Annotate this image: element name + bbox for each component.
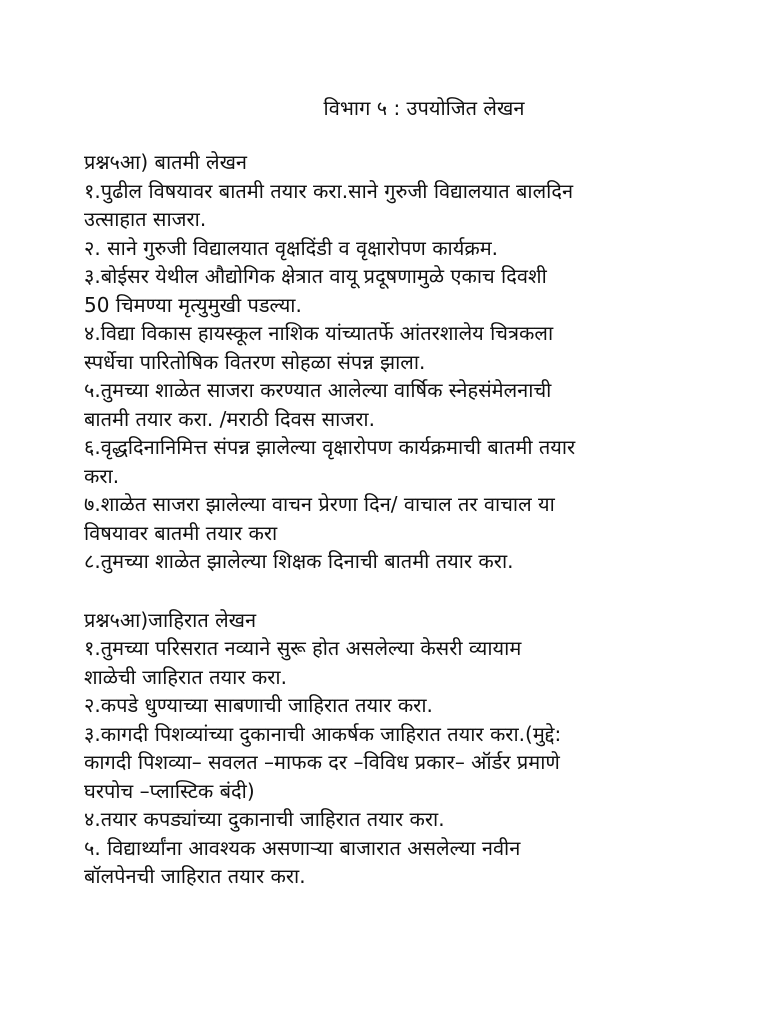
section-news-writing xyxy=(84,148,694,576)
text-line: ५.तुमच्या शाळेत साजरा करण्यात आलेल्या वार्षिक स्नेहसंमेलनाची xyxy=(84,378,552,402)
text-line: ४.विद्या विकास हायस्कूल नाशिक यांच्यातर्फे आंतरशालेय चित्रकला xyxy=(84,321,554,345)
text-line: घरपोच –प्लास्टिक बंदी) xyxy=(84,778,255,803)
text-line: कागदी पिशव्या– सवलत –माफक दर –विविध प्रकार– ऑर्डर प्रमाणे xyxy=(84,750,560,774)
text-line: ७.शाळेत साजरा झालेल्या वाचन प्रेरणा दिन/ वाचाल तर वाचाल या xyxy=(84,492,555,516)
section-heading: प्रश्न५आ) बातमी लेखन xyxy=(84,150,248,174)
text-line: १.पुढील विषयावर बातमी तयार करा.साने गुरुजी विद्यालयात बालदिन xyxy=(84,178,574,203)
text-line: बॉलपेनची जाहिरात तयार करा. xyxy=(84,864,306,888)
text-line: ३.बोईसर येथील औद्योगिक क्षेत्रात वायू प्रदूषणामुळे एकाच दिवशी xyxy=(84,264,547,288)
text-line: ८.तुमच्या शाळेत झालेल्या शिक्षक दिनाची बातमी तयार करा. xyxy=(84,549,514,573)
text-line: १.तुमच्या परिसरात नव्याने सुरू होत असलेल्या केसरी व्यायाम xyxy=(84,636,522,660)
text-line: शाळेची जाहिरात तयार करा. xyxy=(84,664,287,689)
text-line: ३.कागदी पिशव्यांच्या दुकानाची आकर्षक जाहिरात तयार करा.(मुद्दे: xyxy=(84,721,562,746)
text-line: २. साने गुरुजी विद्यालयात वृक्षदिंडी व वृक्षारोपण कार्यक्रम. xyxy=(84,235,499,260)
text-line: ५. विद्यार्थ्यांना आवश्यक असणाऱ्या बाजारात असलेल्या नवीन xyxy=(84,835,521,860)
text-line: उत्साहात साजरा. xyxy=(84,207,207,231)
text-line: ६.वृद्धदिनानिमित्त संपन्न झालेल्या वृक्षारोपण कार्यक्रमाची बातमी तयार xyxy=(84,435,576,459)
text-line: बातमी तयार करा. /मराठी दिवस साजरा. xyxy=(84,406,375,431)
text-line: 50 चिमण्या मृत्युमुखी पडल्या. xyxy=(84,292,302,317)
document-page xyxy=(84,94,694,891)
text-line: ४.तयार कपड्यांच्या दुकानाची जाहिरात तयार करा. xyxy=(84,807,445,831)
section-advertisement-writing xyxy=(84,606,694,891)
text-line: स्पर्धेचा पारितोषिक वितरण सोहळा संपन्न झाला. xyxy=(84,349,426,374)
section-heading: प्रश्न५आ)जाहिरात लेखन xyxy=(84,607,257,632)
text-line: २.कपडे धुण्याच्या साबणाची जाहिरात तयार करा. xyxy=(84,693,433,717)
page-title: विभाग ५ : उपयोजित लेखन xyxy=(323,96,525,120)
text-line: करा. xyxy=(84,463,120,488)
text-line: विषयावर बातमी तयार करा xyxy=(84,520,278,545)
